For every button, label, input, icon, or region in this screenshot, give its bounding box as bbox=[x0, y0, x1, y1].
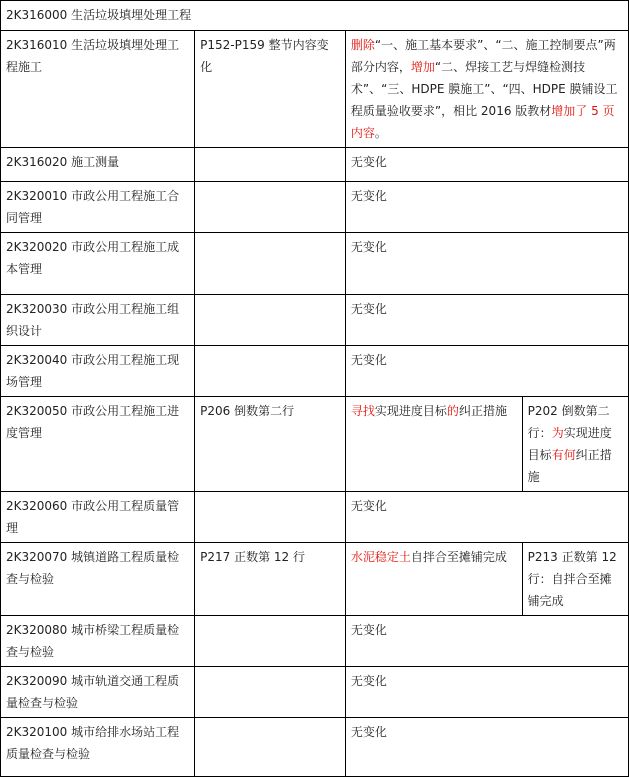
page-cell bbox=[195, 718, 346, 777]
section-cell: 2K320020 市政公用工程施工成本管理 bbox=[1, 233, 195, 295]
page-cell: P217 正数第 12 行 bbox=[195, 543, 346, 616]
change-text: 。 bbox=[374, 126, 387, 140]
section-cell: 2K316010 生活垃圾填埋处理工程施工 bbox=[1, 31, 195, 148]
page-cell bbox=[195, 233, 346, 295]
change-text: 纠正措施 bbox=[458, 404, 507, 418]
section-cell: 2K320060 市政公用工程质量管理 bbox=[1, 492, 195, 543]
change-cell: 无变化 bbox=[345, 718, 628, 777]
change-text: 增加了 5 页内容 bbox=[350, 104, 615, 140]
change-cell: 无变化 bbox=[345, 492, 628, 543]
change-cell: 无变化 bbox=[345, 233, 628, 295]
change-text: 自拌合至摊铺完成 bbox=[410, 550, 507, 564]
change-text: 删除 bbox=[350, 38, 375, 52]
change-cell: 无变化 bbox=[345, 616, 628, 667]
change-text: 水泥稳定土 bbox=[350, 550, 411, 564]
page-cell bbox=[195, 182, 346, 233]
change-cell: 无变化 bbox=[345, 295, 628, 346]
section-cell: 2K320100 城市给排水场站工程质量检查与检验 bbox=[1, 718, 195, 777]
change-text: 增加 bbox=[410, 60, 435, 74]
table-row bbox=[1, 543, 629, 616]
page-cell bbox=[195, 346, 346, 397]
table-row bbox=[1, 346, 629, 397]
table-row bbox=[1, 667, 629, 718]
table-row bbox=[1, 295, 629, 346]
change-text: 寻找 bbox=[350, 404, 375, 418]
old-text-cell: P213 正数第 12 行：自拌合至摊铺完成 bbox=[522, 543, 628, 616]
change-cell: 无变化 bbox=[345, 182, 628, 233]
page-cell bbox=[195, 148, 346, 182]
change-text: “一、施工基本要求”、“二、施工控制要点”两部分内容， bbox=[350, 38, 616, 74]
change-cell bbox=[345, 31, 628, 148]
table-row bbox=[1, 492, 629, 543]
section-cell: 2K320090 城市轨道交通工程质量检查与检验 bbox=[1, 667, 195, 718]
page-cell: P152-P159 整节内容变化 bbox=[195, 31, 346, 148]
chapter-title: 2K316000 生活垃圾填埋处理工程 bbox=[1, 1, 629, 31]
table-row bbox=[1, 182, 629, 233]
table-header-row bbox=[1, 1, 629, 31]
page-cell: P206 倒数第二行 bbox=[195, 397, 346, 492]
section-cell: 2K320010 市政公用工程施工合同管理 bbox=[1, 182, 195, 233]
section-cell: 2K320070 城镇道路工程质量检查与检验 bbox=[1, 543, 195, 616]
table-row bbox=[1, 148, 629, 182]
change-text: 为 bbox=[551, 426, 564, 440]
change-text: P202 倒数第二行： bbox=[527, 404, 610, 440]
new-text-cell bbox=[345, 543, 522, 616]
section-cell: 2K320040 市政公用工程施工现场管理 bbox=[1, 346, 195, 397]
change-text: 实现进度目标 bbox=[527, 426, 612, 462]
page-cell bbox=[195, 492, 346, 543]
section-cell: 2K316020 施工测量 bbox=[1, 148, 195, 182]
table-row bbox=[1, 233, 629, 295]
section-cell: 2K320080 城市桥梁工程质量检查与检验 bbox=[1, 616, 195, 667]
change-text: 实现进度目标 bbox=[374, 404, 447, 418]
table-row bbox=[1, 616, 629, 667]
page-cell bbox=[195, 616, 346, 667]
new-text-cell bbox=[345, 397, 522, 492]
page-cell bbox=[195, 295, 346, 346]
change-cell: 无变化 bbox=[345, 148, 628, 182]
change-text: 有何 bbox=[551, 448, 576, 462]
table-row bbox=[1, 397, 629, 492]
page-cell bbox=[195, 667, 346, 718]
change-cell: 无变化 bbox=[345, 667, 628, 718]
change-text: “二、焊接工艺与焊缝检测技术”、“三、HDPE 膜施工”、“四、HDPE 膜铺设工程质量验收要求”，相比 2016 版教材 bbox=[350, 60, 618, 118]
old-text-cell bbox=[522, 397, 628, 492]
section-cell: 2K320030 市政公用工程施工组织设计 bbox=[1, 295, 195, 346]
section-cell: 2K320050 市政公用工程施工进度管理 bbox=[1, 397, 195, 492]
table-row bbox=[1, 718, 629, 777]
change-text: 的 bbox=[446, 404, 459, 418]
change-text: 纠正措施 bbox=[527, 448, 612, 484]
change-cell: 无变化 bbox=[345, 346, 628, 397]
table-row bbox=[1, 31, 629, 148]
